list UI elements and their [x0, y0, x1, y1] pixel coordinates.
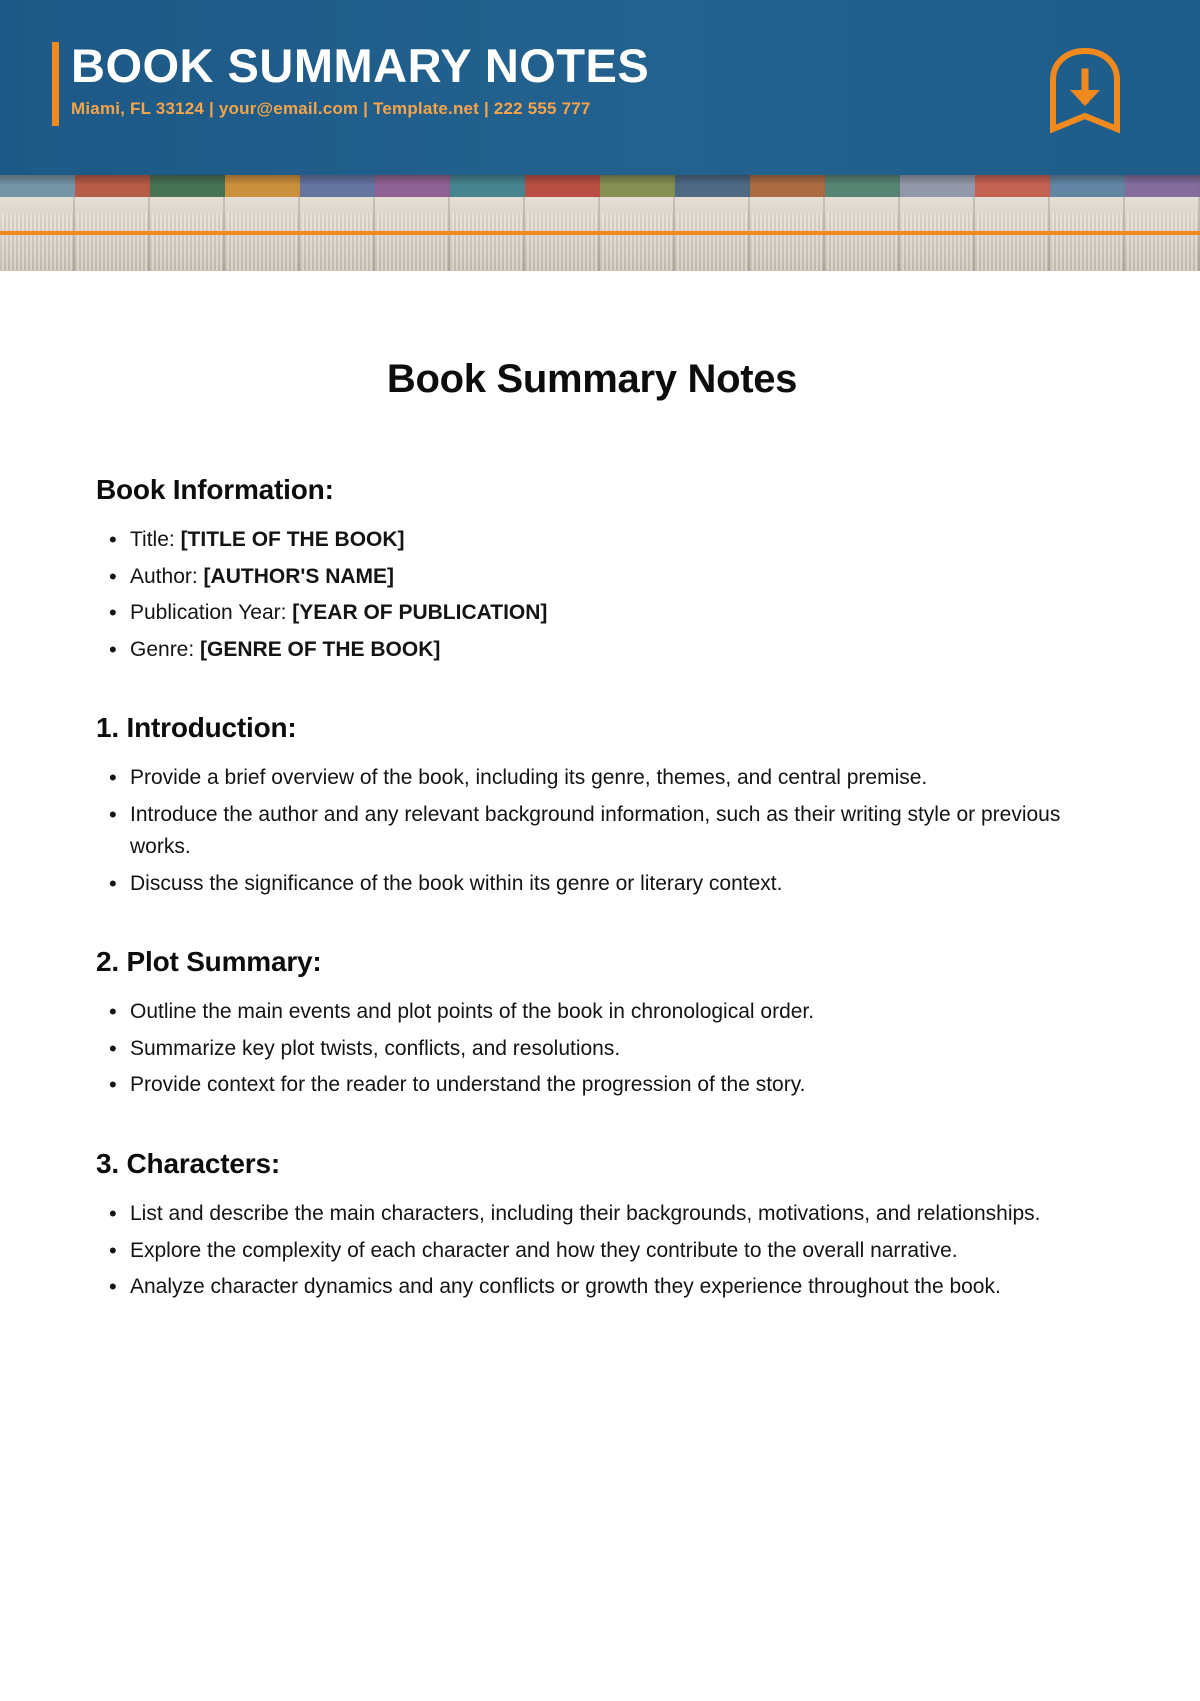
book-spine: [300, 175, 375, 271]
header-accent-bar: [52, 42, 59, 126]
list-item: [130, 524, 1088, 557]
brand-title: BOOK SUMMARY NOTES: [71, 39, 650, 92]
list-item: • Summarize key plot twists, conflicts, and resolutions.: [130, 1033, 1088, 1066]
item-label: Title:: [130, 528, 181, 551]
list-item: • Introduce the author and any relevant background information, such as their writing style or previous works.: [130, 799, 1088, 864]
list-item: • Provide context for the reader to understand the progression of the story.: [130, 1069, 1088, 1102]
book-spine: [1125, 175, 1200, 271]
characters-list: [96, 1198, 1088, 1304]
list-item: [130, 634, 1088, 667]
book-spine: [900, 175, 975, 271]
book-spine: [450, 175, 525, 271]
book-spines-photo: [0, 175, 1200, 271]
book-spine: [525, 175, 600, 271]
book-spine: [225, 175, 300, 271]
item-value: [AUTHOR'S NAME]: [203, 564, 395, 588]
plot-summary-list: [96, 996, 1088, 1102]
item-label: Publication Year:: [130, 601, 293, 625]
list-item: • Explore the complexity of each character and how they contribute to the overall narrative.: [130, 1235, 1088, 1268]
book-spine: [150, 175, 225, 271]
item-label: Genre:: [130, 637, 201, 661]
section-introduction: [96, 712, 1088, 900]
photo-accent-rule: [0, 231, 1200, 235]
book-spine: [825, 175, 900, 271]
document-body: [0, 271, 1200, 1398]
document-header: [0, 0, 1200, 175]
list-item: • Provide a brief overview of the book, including its genre, themes, and central premise.: [130, 762, 1088, 795]
section-heading: 2. Plot Summary:: [96, 946, 322, 978]
page-title: Book Summary Notes: [386, 357, 798, 401]
book-spine: [600, 175, 675, 271]
book-spine: [1050, 175, 1125, 271]
item-label: Author:: [130, 564, 204, 588]
book-spine: [675, 175, 750, 271]
section-heading: Book Information:: [96, 474, 334, 505]
item-value: [GENRE OF THE BOOK]: [200, 637, 441, 661]
list-item: [130, 597, 1088, 630]
section-heading: 1. Introduction:: [96, 712, 297, 744]
section-book-information: [96, 474, 1088, 666]
list-item: • Discuss the significance of the book within its genre or literary context.: [130, 868, 1088, 901]
list-item: • List and describe the main characters, including their backgrounds, motivations, and relationships.: [130, 1198, 1088, 1231]
book-spine: [0, 175, 75, 271]
book-information-list: [96, 524, 1088, 666]
book-spine: [375, 175, 450, 271]
list-item: [130, 561, 1088, 594]
section-characters: [96, 1148, 1088, 1304]
brand-contact-line: Miami, FL 33124 | your@email.com | Template.net | 222 555 777: [71, 98, 591, 118]
list-item: • Analyze character dynamics and any conflicts or growth they experience throughout the book.: [130, 1271, 1088, 1304]
introduction-list: [96, 762, 1088, 900]
list-item: • Outline the main events and plot points of the book in chronological order.: [130, 996, 1088, 1029]
book-spines-row: [0, 175, 1200, 271]
section-plot-summary: [96, 946, 1088, 1102]
item-value: [TITLE OF THE BOOK]: [180, 528, 405, 551]
section-heading: 3. Characters:: [96, 1148, 280, 1180]
book-spine: [750, 175, 825, 271]
book-download-logo-icon: [1048, 46, 1122, 134]
photo-top-shadow: [0, 175, 1200, 185]
item-value: [YEAR OF PUBLICATION]: [292, 601, 548, 625]
header-brand-block: [52, 39, 650, 126]
book-spine: [75, 175, 150, 271]
book-spine: [975, 175, 1050, 271]
